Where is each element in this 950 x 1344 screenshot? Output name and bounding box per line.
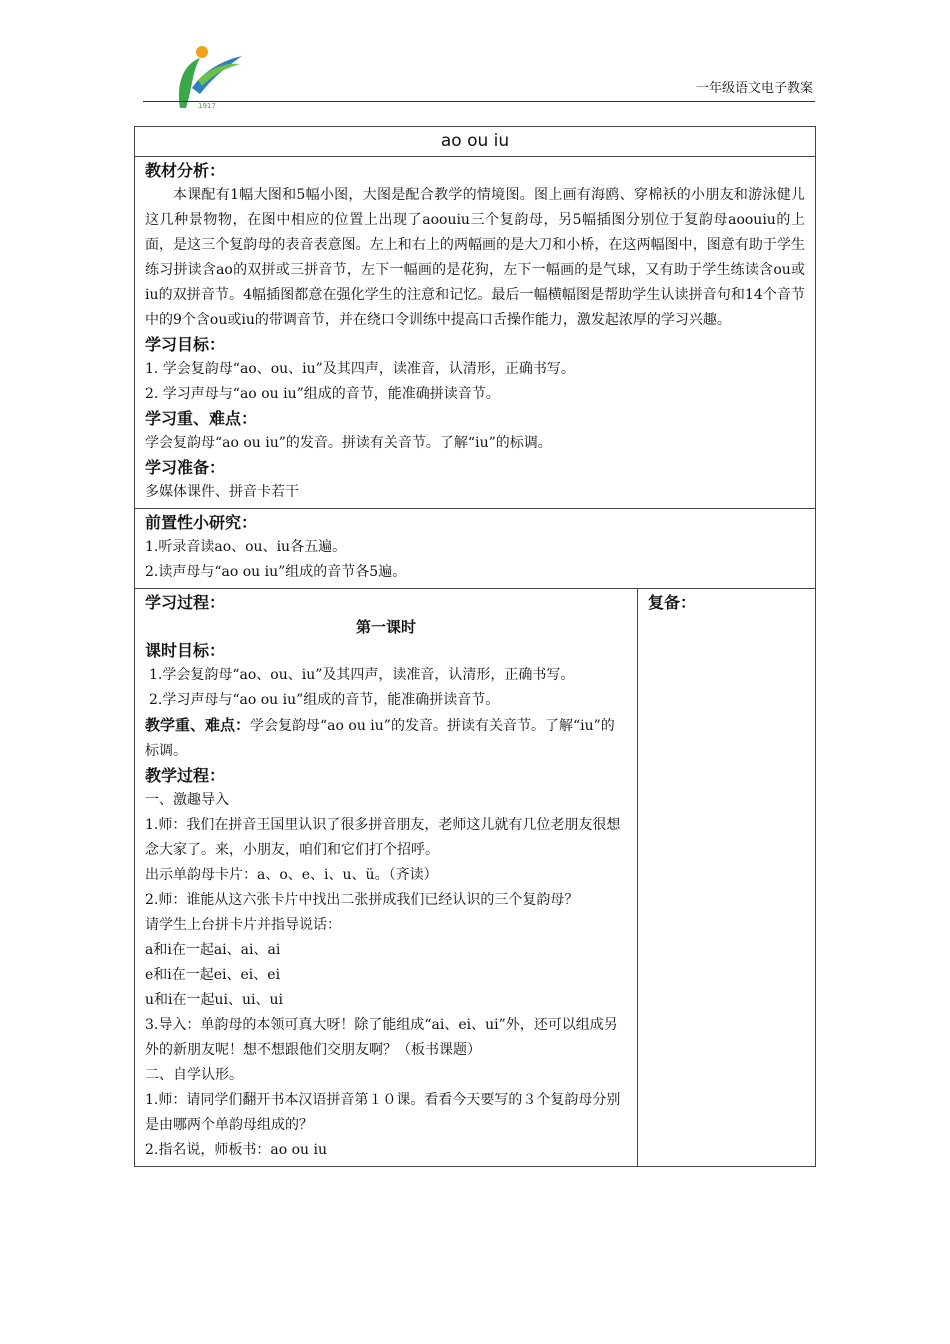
process-heading: 学习过程： <box>145 593 226 612</box>
process-line: 3.导入：单韵母的本领可真大呀！除了能组成“ai、ei、ui”外，还可以组成另外的新朋友呢！想不想跟他们交朋友啊？（板书课题） <box>145 1017 618 1058</box>
review-heading: 复备： <box>648 593 697 612</box>
process-line: 2.指名说，师板书：ao ou iu <box>145 1142 327 1158</box>
teaching-process-heading: 教学过程： <box>145 766 226 785</box>
process-row <box>135 589 816 1167</box>
logo-swoosh-blue <box>192 56 242 94</box>
process-line: 1.师：我们在拼音王国里认识了很多拼音朋友，老师这儿就有几位老朋友很想念大家了。来，小朋友，咱们和它们打个招呼。 <box>145 817 621 858</box>
review-cell <box>638 589 816 1167</box>
session-goal-item: 1.学会复韵母“ao、ou、iu”及其四声，读准音，认清形，正确书写。 <box>149 667 575 683</box>
process-cell <box>135 589 638 1167</box>
goal-item: 2. 学习声母与“ao ou iu”组成的音节，能准确拼读音节。 <box>145 386 500 402</box>
logo-year: 1917 <box>198 102 216 110</box>
process-line: 二、自学认形。 <box>145 1067 243 1083</box>
process-line: 一、激趣导入 <box>145 792 229 808</box>
process-line: a和i在一起ai、ai、ai <box>145 942 281 958</box>
pre-study-row <box>135 509 816 589</box>
preparation-heading: 学习准备： <box>145 458 226 477</box>
preparation-text: 多媒体课件、拼音卡若干 <box>145 484 299 500</box>
session-goal-item: 2.学习声母与“ao ou iu”组成的音节，能准确拼读音节。 <box>149 692 500 708</box>
analysis-cell <box>135 157 816 509</box>
session-title: 第一课时 <box>355 618 416 636</box>
key-points-text: 学会复韵母“ao ou iu”的发音。拼读有关音节。了解“iu”的标调。 <box>145 435 552 451</box>
process-line: 1.师：请同学们翻开书本汉语拼音第１０课。看看今天要写的３个复韵母分别是由哪两个单韵母组成的？ <box>145 1092 621 1133</box>
analysis-heading: 教材分析： <box>145 161 226 180</box>
teaching-key-text: 学会复韵母“ao ou iu”的发音。拼读有关音节。了解“iu”的标调。 <box>145 718 615 759</box>
process-line: 请学生上台拼卡片并指导说话： <box>145 917 341 933</box>
teaching-key-points <box>145 713 627 764</box>
pre-study-item: 1.听录音读ao、ou、iu各五遍。 <box>145 539 347 555</box>
lesson-title: ao ou iu <box>135 127 816 157</box>
teaching-key-label: 教学重、难点： <box>145 716 251 734</box>
logo-swoosh-green <box>198 64 240 86</box>
pre-study-cell <box>135 509 816 589</box>
process-line: e和i在一起ei、ei、ei <box>145 967 281 983</box>
key-points-heading: 学习重、难点： <box>145 409 258 428</box>
process-line: u和i在一起ui、ui、ui <box>145 992 283 1008</box>
pre-study-heading: 前置性小研究： <box>145 513 258 532</box>
lesson-plan-table <box>134 126 816 1167</box>
school-logo <box>170 42 250 110</box>
header-title: 一年级语文电子教案 <box>695 81 813 96</box>
analysis-text: 本课配有1幅大图和5幅小图，大图是配合教学的情境图。图上画有海鸥、穿棉袄的小朋友和游泳健儿这几种景物物，在图中相应的位置上出现了aoouiu三个复韵母，另5幅插图分别位于复韵母aoouiu的上面，是这三个复韵母的表音表意图。左上和右上的两幅画的是大刀和小桥，在这两幅图中，图意有助于学生练习拼读含ao的双拼或三拼音节，左下一幅画的是花狗，左下一幅画的是气球，又有助于学生练读含ou或iu的双拼音节。4幅插图都意在强化学生的注意和记忆。最后一幅横幅图是帮助学生认读拼音句和14个音节中的9个含ou或iu的带调音节，并在绕口令训练中提高口舌操作能力，激发起浓厚的学习兴趣。 <box>145 187 805 328</box>
session-goals-heading: 课时目标： <box>145 641 226 660</box>
header-rule <box>143 101 815 102</box>
pre-study-item: 2.读声母与“ao ou iu”组成的音节各5遍。 <box>145 564 407 580</box>
process-line: 2.师：谁能从这六张卡片中找出二张拼成我们已经认识的三个复韵母？ <box>145 892 579 908</box>
analysis-row <box>135 157 816 509</box>
process-line: 出示单韵母卡片：a、o、e、i、u、ü。（齐读） <box>145 867 438 883</box>
title-row <box>135 127 816 157</box>
logo-sun <box>196 46 208 58</box>
goals-heading: 学习目标： <box>145 335 226 354</box>
goal-item: 1. 学会复韵母“ao、ou、iu”及其四声，读准音，认清形，正确书写。 <box>145 361 575 377</box>
